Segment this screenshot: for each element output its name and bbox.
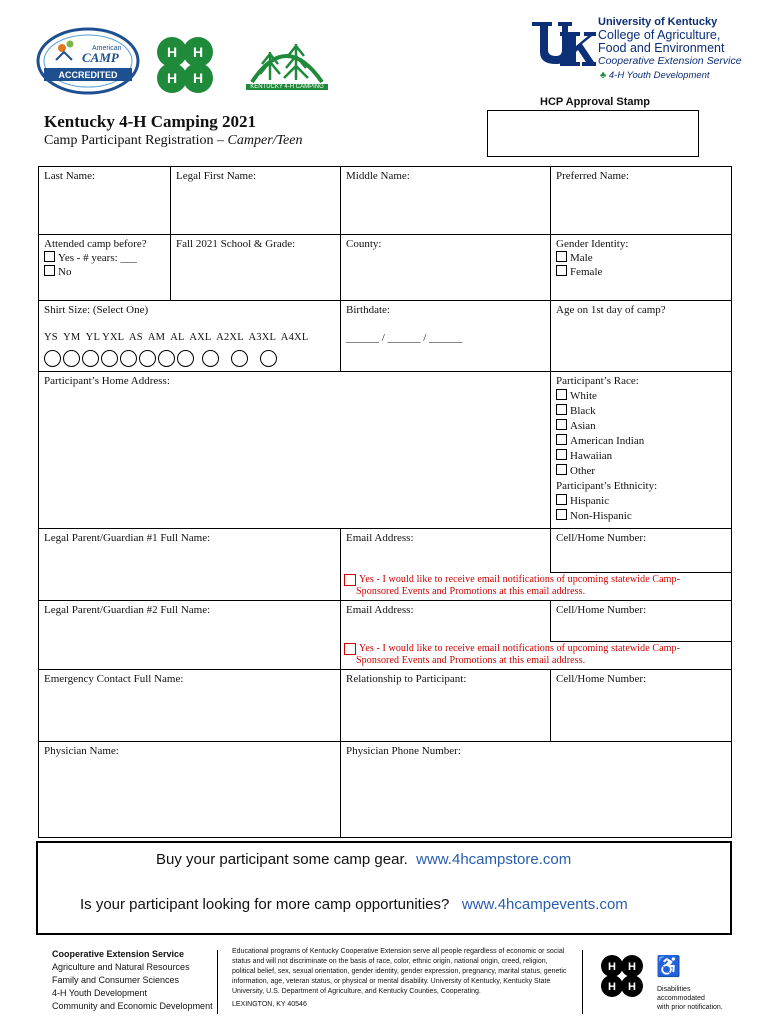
size-al-radio[interactable] [158, 350, 175, 367]
guardian1-email-consent [341, 573, 732, 601]
consent-text-line1: Yes - I would like to receive email notifications of upcoming statewide Camp- [359, 574, 681, 585]
shirt-size-field: Shirt Size: (Select One) YS YM YL YXL AS AM AL AXL A2XL A3XL A4XL [39, 301, 341, 372]
ethnicity-non-hispanic-checkbox[interactable] [556, 509, 567, 520]
gender-female-checkbox[interactable] [556, 265, 567, 276]
gender-male-checkbox[interactable] [556, 251, 567, 262]
race-black-checkbox[interactable] [556, 404, 567, 415]
4h-clover-logo [150, 30, 220, 100]
svg-text:H: H [166, 70, 178, 86]
guardian2-consent-checkbox[interactable] [344, 643, 356, 655]
page-subtitle: Camp Participant Registration – Camper/Teen [44, 133, 303, 148]
gender-identity-field: Gender Identity: Male Female [551, 235, 732, 301]
physician-name-field[interactable]: Physician Name: [39, 742, 341, 838]
school-grade-field[interactable]: Fall 2021 School & Grade: [171, 235, 341, 301]
attended-before-field: Attended camp before? Yes - # years: ___ No [39, 235, 171, 301]
hcp-approval-label: HCP Approval Stamp [540, 96, 651, 108]
race-other-checkbox[interactable] [556, 464, 567, 475]
size-am-radio[interactable] [139, 350, 156, 367]
disabilities-notice: Disabilities accommodated with prior notification. [657, 986, 723, 1011]
wheelchair-accessibility-icon: ♿ [656, 956, 681, 978]
county-field[interactable]: County: [341, 235, 551, 301]
shirt-size-options [44, 350, 335, 367]
emergency-cell-field[interactable]: Cell/Home Number: [551, 670, 732, 742]
race-ethnicity-field: Participant’s Race: White Black Asian American Indian Hawaiian Other Participant’s Ethnicity: Hispanic Non-Hispanic [551, 372, 732, 529]
footer-programs-list: Cooperative Extension Service Agriculture and Natural Resources Family and Consumer Sciences 4-H Youth Development Community and Economic Development [52, 949, 213, 1011]
ethnicity-hispanic-checkbox[interactable] [556, 494, 567, 505]
svg-text:H: H [608, 981, 616, 993]
last-name-field[interactable]: Last Name: [39, 167, 171, 235]
svg-text:CAMP: CAMP [82, 50, 119, 65]
size-as-radio[interactable] [120, 350, 137, 367]
uk-college-text: University of Kentucky College of Agriculture, Food and Environment Cooperative Extension Service [598, 16, 742, 67]
home-address-field[interactable]: Participant’s Home Address: [39, 372, 551, 529]
consent-text-line1: Yes - I would like to receive email notifications of upcoming statewide Camp- [359, 643, 681, 654]
camp-events-line: Is your participant looking for more camp opportunities? www.4hcampevents.com [80, 896, 628, 913]
camp-promo-box [36, 841, 732, 935]
race-american-indian-checkbox[interactable] [556, 434, 567, 445]
registration-form [38, 166, 732, 838]
race-asian-checkbox[interactable] [556, 419, 567, 430]
svg-text:H: H [192, 44, 204, 60]
guardian2-email-field[interactable]: Email Address: [341, 601, 551, 642]
physician-phone-field[interactable]: Physician Phone Number: [341, 742, 732, 838]
camp-events-link[interactable]: www.4hcampevents.com [461, 896, 628, 913]
youth-development-label: ♣ 4-H Youth Development [600, 70, 710, 81]
svg-text:H: H [608, 961, 616, 973]
birthdate-field[interactable]: Birthdate: ______ / ______ / ______ [341, 301, 551, 372]
emergency-contact-field[interactable]: Emergency Contact Full Name: [39, 670, 341, 742]
uk-logo [530, 18, 596, 70]
guardian2-cell-field[interactable]: Cell/Home Number: [551, 601, 732, 642]
guardian2-name-field[interactable]: Legal Parent/Guardian #2 Full Name: [39, 601, 341, 670]
kentucky-camping-label: KENTUCKY 4-H CAMPING [246, 84, 328, 90]
footer-nondiscrimination: Educational programs of Kentucky Cooperative Extension serve all people regardless of economic or social status and will not discriminate on the basis of race, color, ethnic origin, national origin, creed, religion, political belief, sex, sexual orientation, gender identity, gender expression, pregnancy, marital status, genetic information, age, veteran status, or physical or mental disability. University of Kentucky, Kentucky State University, U.S. Department of Agriculture, and Kentucky Counties, Cooperating. LEXINGTON, KY 40546 [232, 948, 567, 1008]
middle-name-field[interactable]: Middle Name: [341, 167, 551, 235]
consent-text-line2: Sponsored Events and Promotions at this email address. [356, 655, 586, 666]
size-yl-radio[interactable] [82, 350, 99, 367]
shirt-size-labels: YS YM YL YXL AS AM AL AXL A2XL A3XL A4XL [44, 332, 309, 343]
guardian1-cell-field[interactable]: Cell/Home Number: [551, 529, 732, 573]
size-ym-radio[interactable] [63, 350, 80, 367]
legal-first-name-field[interactable]: Legal First Name: [171, 167, 341, 235]
svg-text:ACCREDITED: ACCREDITED [58, 70, 118, 80]
svg-text:H: H [192, 70, 204, 86]
hcp-approval-stamp-box [487, 110, 699, 157]
footer-divider [217, 950, 218, 1014]
consent-text-line2: Sponsored Events and Promotions at this email address. [356, 586, 586, 597]
size-yxl-radio[interactable] [101, 350, 118, 367]
svg-text:American: American [92, 45, 122, 52]
svg-text:H: H [166, 44, 178, 60]
race-white-checkbox[interactable] [556, 389, 567, 400]
relationship-field[interactable]: Relationship to Participant: [341, 670, 551, 742]
footer-divider [582, 950, 583, 1014]
guardian1-consent-checkbox[interactable] [344, 574, 356, 586]
size-ys-radio[interactable] [44, 350, 61, 367]
guardian2-email-consent [341, 642, 732, 670]
guardian1-email-field[interactable]: Email Address: [341, 529, 551, 573]
attended-no-checkbox[interactable] [44, 265, 55, 276]
attended-yes-checkbox[interactable] [44, 251, 55, 262]
svg-text:H: H [628, 981, 636, 993]
age-field[interactable]: Age on 1st day of camp? [551, 301, 732, 372]
size-a4xl-radio[interactable] [260, 350, 277, 367]
camp-store-link[interactable]: www.4hcampstore.com [416, 851, 572, 868]
size-a3xl-radio[interactable] [231, 350, 248, 367]
preferred-name-field[interactable]: Preferred Name: [551, 167, 732, 235]
small-clover-icon: ♣ [600, 70, 607, 81]
race-hawaiian-checkbox[interactable] [556, 449, 567, 460]
size-axl-radio[interactable] [177, 350, 194, 367]
page-title: Kentucky 4-H Camping 2021 [44, 112, 257, 131]
camp-store-line: Buy your participant some camp gear. www.4hcampstore.com [156, 851, 572, 868]
svg-text:H: H [628, 961, 636, 973]
guardian1-name-field[interactable]: Legal Parent/Guardian #1 Full Name: [39, 529, 341, 601]
size-a2xl-radio[interactable] [202, 350, 219, 367]
american-camp-association-logo [36, 26, 140, 96]
4h-clover-footer-icon [596, 950, 648, 1002]
